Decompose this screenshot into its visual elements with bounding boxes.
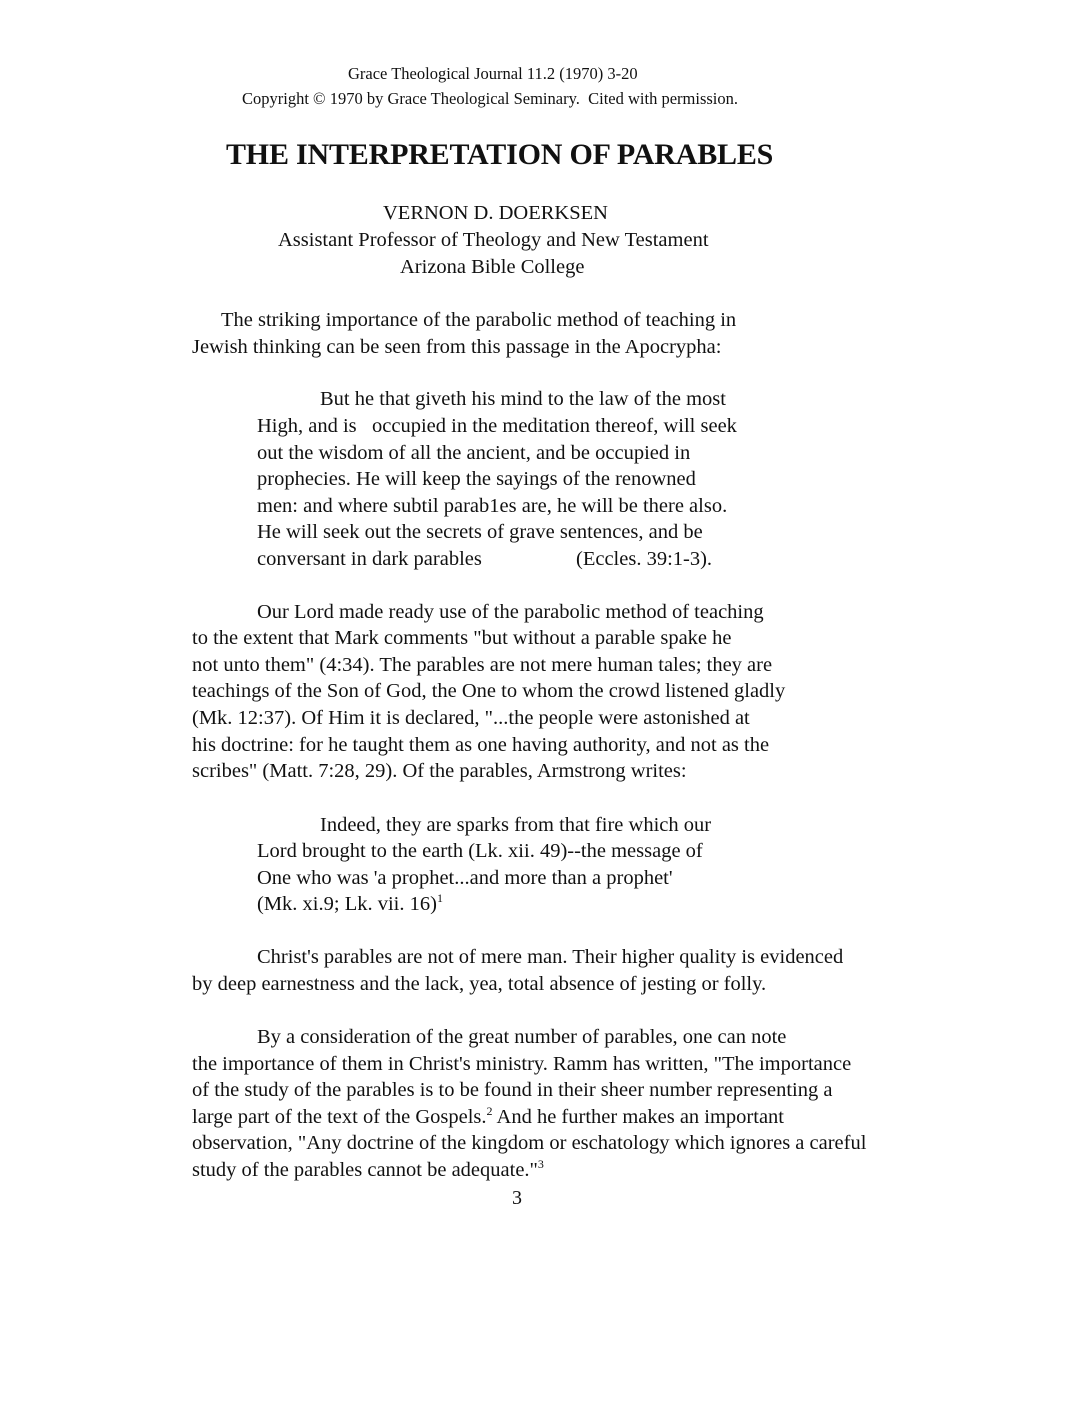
paragraph-line: of the study of the parables is to be found in their sheer number representing a: [192, 1079, 833, 1101]
paragraph-line: The striking importance of the parabolic method of teaching in: [221, 309, 737, 331]
block-quote-line: out the wisdom of all the ancient, and be occupied in: [257, 442, 691, 464]
paragraph-line: (Mk. 12:37). Of Him it is declared, "...the people were astonished at: [192, 707, 750, 729]
block-quote-line: conversant in dark parables: [257, 548, 482, 570]
block-quote-line: Lord brought to the earth (Lk. xii. 49)--the message of: [257, 840, 703, 862]
paragraph-text: large part of the text of the Gospels.: [192, 1106, 487, 1128]
paragraph-line: Jewish thinking can be seen from this passage in the Apocrypha:: [192, 336, 722, 358]
paragraph-line: the importance of them in Christ's ministry. Ramm has written, "The importance: [192, 1053, 852, 1075]
paragraph-line: his doctrine: for he taught them as one having authority, and not as the: [192, 734, 770, 756]
block-quote-line: But he that giveth his mind to the law of the most: [320, 388, 726, 410]
block-quote-line: men: and where subtil parab1es are, he will be there also.: [257, 495, 728, 517]
paragraph-line: scribes" (Matt. 7:28, 29). Of the parables, Armstrong writes:: [192, 760, 687, 782]
paragraph-line: not unto them" (4:34). The parables are not mere human tales; they are: [192, 654, 773, 676]
paragraph-line: observation, "Any doctrine of the kingdom or eschatology which ignores a careful: [192, 1132, 867, 1154]
paragraph-line: By a consideration of the great number of parables, one can note: [257, 1026, 787, 1048]
paragraph-line: [192, 1157, 544, 1181]
copyright-notice: Copyright © 1970 by Grace Theological Seminary. Cited with permission.: [242, 89, 738, 108]
block-quote-line: Indeed, they are sparks from that fire which our: [320, 814, 712, 836]
block-quote-line: He will seek out the secrets of grave sentences, and be: [257, 521, 703, 543]
paragraph-line: to the extent that Mark comments "but without a parable spake he: [192, 627, 732, 649]
paragraph-line: Our Lord made ready use of the parabolic method of teaching: [257, 601, 764, 623]
block-quote-line: prophecies. He will keep the sayings of the renowned: [257, 468, 696, 490]
paragraph-line: [192, 1104, 784, 1128]
author-name: VERNON D. DOERKSEN: [383, 202, 608, 224]
paragraph-line: teachings of the Son of God, the One to whom the crowd listened gladly: [192, 680, 786, 702]
author-institution: Arizona Bible College: [400, 256, 585, 278]
author-position: Assistant Professor of Theology and New Testament: [278, 229, 709, 251]
footnote-marker: 1: [436, 891, 443, 906]
footnote-marker: 3: [537, 1157, 544, 1172]
article-title: THE INTERPRETATION OF PARABLES: [226, 138, 774, 171]
block-quote-text: (Mk. xi.9; Lk. vii. 16): [257, 893, 437, 915]
page-number: 3: [512, 1187, 522, 1209]
block-quote-line: One who was 'a prophet...and more than a prophet': [257, 867, 673, 889]
block-quote-line: High, and is occupied in the meditation thereof, will seek: [257, 415, 737, 437]
footnote-marker: 2: [486, 1104, 493, 1119]
paragraph-line: by deep earnestness and the lack, yea, total absence of jesting or folly.: [192, 973, 767, 995]
paragraph-text: study of the parables cannot be adequate.": [192, 1159, 538, 1181]
journal-citation: Grace Theological Journal 11.2 (1970) 3-20: [348, 64, 638, 83]
paragraph-line: Christ's parables are not of mere man. Their higher quality is evidenced: [257, 946, 844, 968]
block-quote-line: [257, 891, 443, 915]
quote-citation: (Eccles. 39:1-3).: [576, 548, 713, 570]
paragraph-text: And he further makes an important: [496, 1106, 784, 1128]
